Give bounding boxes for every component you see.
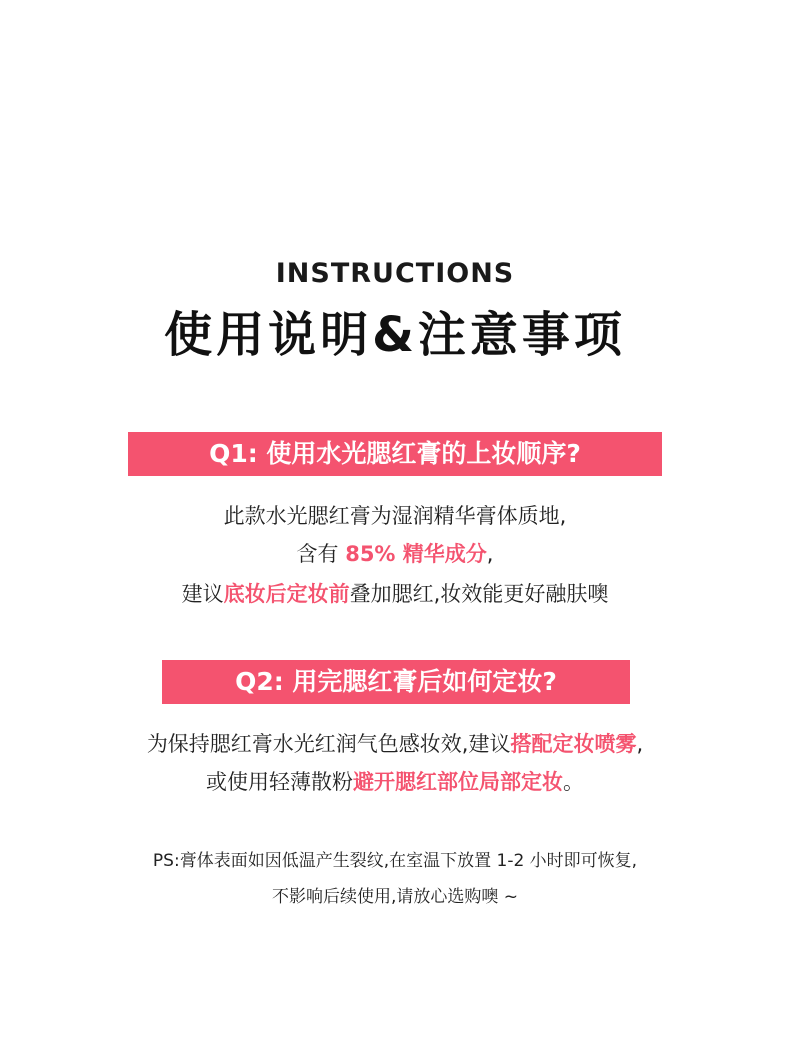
answer-2-line-2-suffix: 。 bbox=[563, 770, 584, 794]
answer-1-line-3-prefix: 建议 bbox=[181, 582, 224, 606]
answer-1-line-3-suffix: 叠加腮红,妆效能更好融肤噢 bbox=[349, 582, 609, 606]
page-title: 使用说明&注意事项 bbox=[164, 307, 626, 363]
answer-2-highlight-powder: 避开腮红部位局部定妆 bbox=[353, 770, 563, 794]
answer-2-line-1-prefix: 为保持腮红膏水光红润气色感妆效,建议 bbox=[146, 732, 511, 756]
question-2-badge: Q2: 用完腮红膏后如何定妆? bbox=[162, 660, 630, 704]
answer-2-line-2-prefix: 或使用轻薄散粉 bbox=[206, 770, 353, 794]
answer-2-highlight-spray: 搭配定妆喷雾 bbox=[510, 732, 637, 756]
question-1-badge: Q1: 使用水光腮红膏的上妆顺序? bbox=[128, 432, 662, 476]
answer-1-line-1-text: 此款水光腮红膏为湿润精华膏体质地, bbox=[223, 504, 567, 528]
answer-2-line-1 bbox=[0, 728, 790, 758]
answer-2-line-2 bbox=[0, 766, 790, 796]
answer-1-line-1 bbox=[0, 500, 790, 530]
answer-1-line-2-suffix: , bbox=[486, 542, 494, 566]
answer-1-line-3 bbox=[0, 578, 790, 608]
ps-note-line-1: PS:膏体表面如因低温产生裂纹,在室温下放置 1-2 小时即可恢复, bbox=[152, 851, 638, 871]
answer-1-line-2 bbox=[0, 538, 790, 568]
answer-1-highlight-order: 底妆后定妆前 bbox=[223, 582, 350, 606]
section-eyebrow: INSTRUCTIONS bbox=[275, 258, 515, 289]
ps-note-line-2: 不影响后续使用,请放心选购噢 ~ bbox=[271, 887, 519, 907]
answer-1-highlight-essence: 85% 精华成分 bbox=[345, 542, 487, 566]
answer-1-line-2-prefix: 含有 bbox=[296, 542, 346, 566]
answer-2-line-1-suffix: , bbox=[636, 732, 644, 756]
